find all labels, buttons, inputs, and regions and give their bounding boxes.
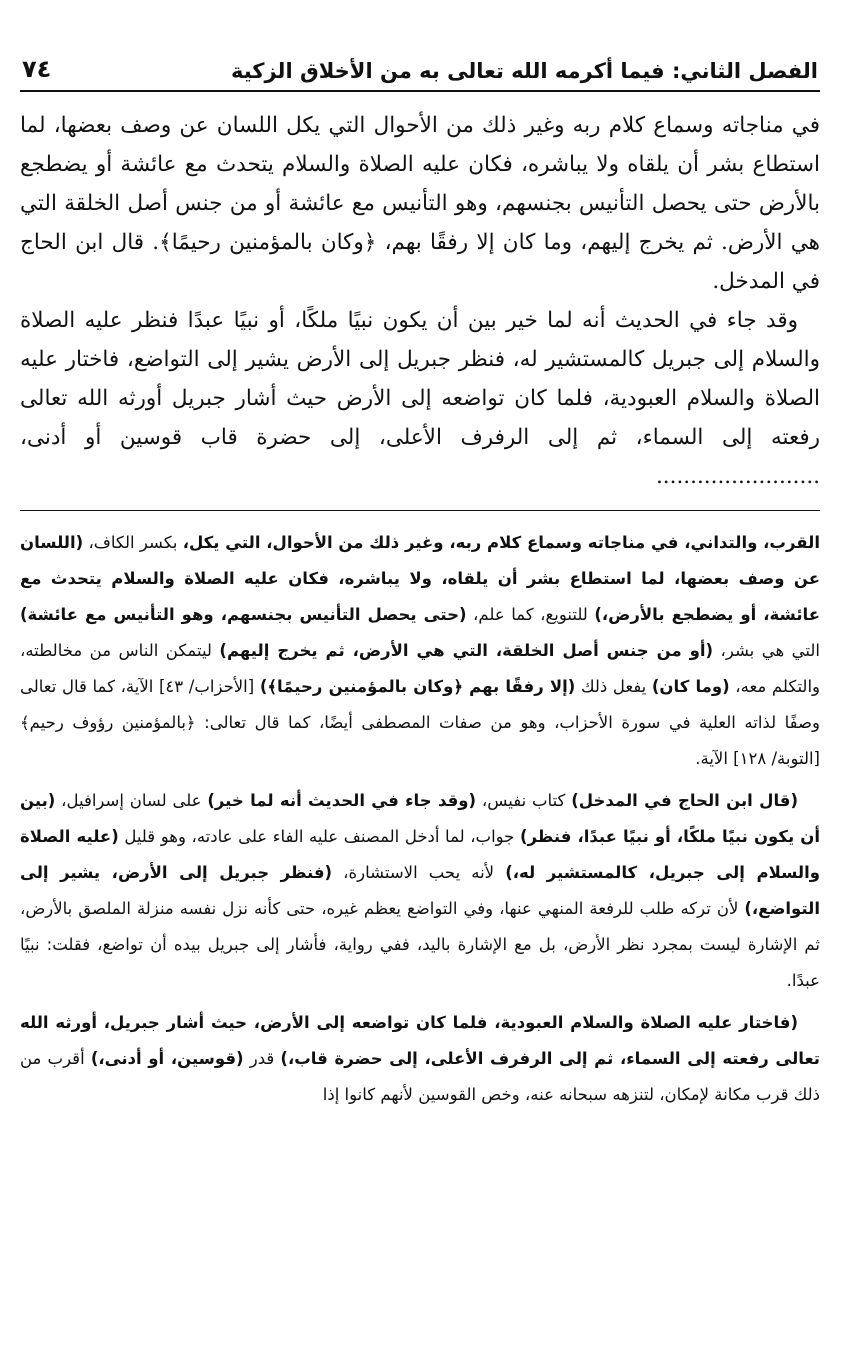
book-page xyxy=(20,40,820,1119)
page-header xyxy=(20,40,820,92)
chapter-title: الفصل الثاني: فيما أكرمه الله تعالى به من الأخلاق الزكية xyxy=(230,58,818,83)
quoted-text: (وما كان) xyxy=(651,677,730,696)
text-divider xyxy=(20,510,820,511)
quoted-text: (عليه الصلاة والسلام إلى جبريل، كالمستشير له،) xyxy=(20,827,821,882)
main-text xyxy=(20,106,820,496)
explanation-text: يفعل ذلك xyxy=(575,677,652,696)
commentary-paragraph-2 xyxy=(20,783,820,999)
explanation-text: للتنويع، كما علم، xyxy=(466,605,595,624)
explanation-text: كتاب نفيس، xyxy=(476,791,572,810)
commentary-paragraph-1 xyxy=(20,525,820,777)
explanation-text: ليتمكن الناس من مخالطته، والتكلم معه، xyxy=(20,641,821,696)
quoted-text: (اللسان عن وصف بعضها، لما استطاع بشر أن يلقاه، ولا يباشره، فكان عليه الصلاة والسلام يتحدث مع عائشة، أو يضطجع بالأرض،) xyxy=(20,533,820,624)
explanation-text: لأن تركه طلب للرفعة المنهي عنها، وفي التواضع يعظم غيره، حتى كأنه نزل نفسه منزلة الملصق بالأرض، ثم الإشارة ليست بمجرد نظر الأرض، بل مع الإشارة باليد، ففي رواية، فأشار إلى جبريل بيده أن تواضع، فقلت: نبيًا عبدًا. xyxy=(20,899,820,990)
quoted-text: (حتى يحصل التأنيس بجنسهم، وهو التأنيس مع عائشة) xyxy=(20,605,467,624)
explanation-text: لأنه يحب الاستشارة، xyxy=(332,863,506,882)
quoted-text: (فاختار عليه الصلاة والسلام العبودية، فلما كان تواضعه إلى الأرض، حيث أشار جبريل، أورثه الله تعالى رفعته إلى السماء، ثم إلى الرفرف الأعلى، إلى حضرة قاب،) xyxy=(20,1013,820,1068)
explanation-text: التي هي بشر، xyxy=(713,641,820,660)
explanation-text: قدر xyxy=(243,1049,281,1068)
commentary xyxy=(20,525,820,1113)
explanation-text: على لسان إسرافيل، xyxy=(55,791,208,810)
main-paragraph-2: وقد جاء في الحديث أنه لما خير بين أن يكون نبيًا ملكًا، أو نبيًا عبدًا فنظر عليه الصلاة والسلام إلى جبريل كالمستشير له، فنظر جبريل إلى الأرض يشير إلى التواضع، فاختار عليه الصلاة والسلام العبودية، فلما كان تواضعه إلى الأرض حيث أشار جبريل أورثه الله تعالى رفعته إلى السماء، ثم إلى الرفرف الأعلى، إلى حضرة قاب قوسين أو أدنى، ........................ xyxy=(20,308,820,489)
main-paragraph-1: في مناجاته وسماع كلام ربه وغير ذلك من الأحوال التي يكل اللسان عن وصف بعضها، لما استطاع بشر أن يلقاه ولا يباشره، فكان عليه الصلاة والسلام يتحدث مع عائشة أو يضطجع بالأرض حتى يحصل التأنيس بجنسهم، وهو التأنيس مع عائشة أو من جنس أصل الخلقة التي هي الأرض. ثم يخرج إليهم، وما كان إلا رفقًا بهم، ﴿وكان بالمؤمنين رحيمًا﴾. قال ابن الحاج في المدخل. xyxy=(20,113,820,294)
commentary-paragraph-3 xyxy=(20,1005,820,1113)
quoted-text: (فنظر جبريل إلى الأرض، يشير إلى التواضع،) xyxy=(20,863,820,918)
explanation-text: أقرب من ذلك قرب مكانة لإمكان، لتنزهه سبحانه عنه، وخص القوسين لأنهم كانوا إذا xyxy=(20,1049,820,1104)
explanation-text: جواب، لما أدخل المصنف عليه الفاء على عادته، وهو قليل xyxy=(118,827,520,846)
explanation-text: بكسر الكاف، xyxy=(83,533,183,552)
quoted-text: (إلا رفقًا بهم ﴿وكان بالمؤمنين رحيمًا﴾) xyxy=(259,677,576,696)
quoted-text: (أو من جنس أصل الخلقة، التي هي الأرض، ثم يخرج إليهم) xyxy=(219,641,714,660)
quoted-text: (وقد جاء في الحديث أنه لما خير) xyxy=(207,791,477,810)
page-number: ٧٤ xyxy=(22,55,52,84)
quoted-text: (قوسين، أو أدنى،) xyxy=(90,1049,244,1068)
quoted-text: القرب، والتداني، في مناجاته وسماع كلام ربه، وغير ذلك من الأحوال، التي يكل، xyxy=(182,533,820,552)
quoted-text: (قال ابن الحاج في المدخل) xyxy=(571,791,798,810)
quoted-text: (بين أن يكون نبيًا ملكًا، أو نبيًا عبدًا، فنظر) xyxy=(20,791,820,846)
explanation-text: [الأحزاب/ ٤٣] الآية، كما قال تعالى وصفًا لذاته العلية في سورة الأحزاب، وهو من صفات المصطفى أيضًا، كما قال تعالى: ﴿بالمؤمنين رؤوف رحيم﴾ [التوبة/ ١٢٨] الآية. xyxy=(20,677,820,768)
